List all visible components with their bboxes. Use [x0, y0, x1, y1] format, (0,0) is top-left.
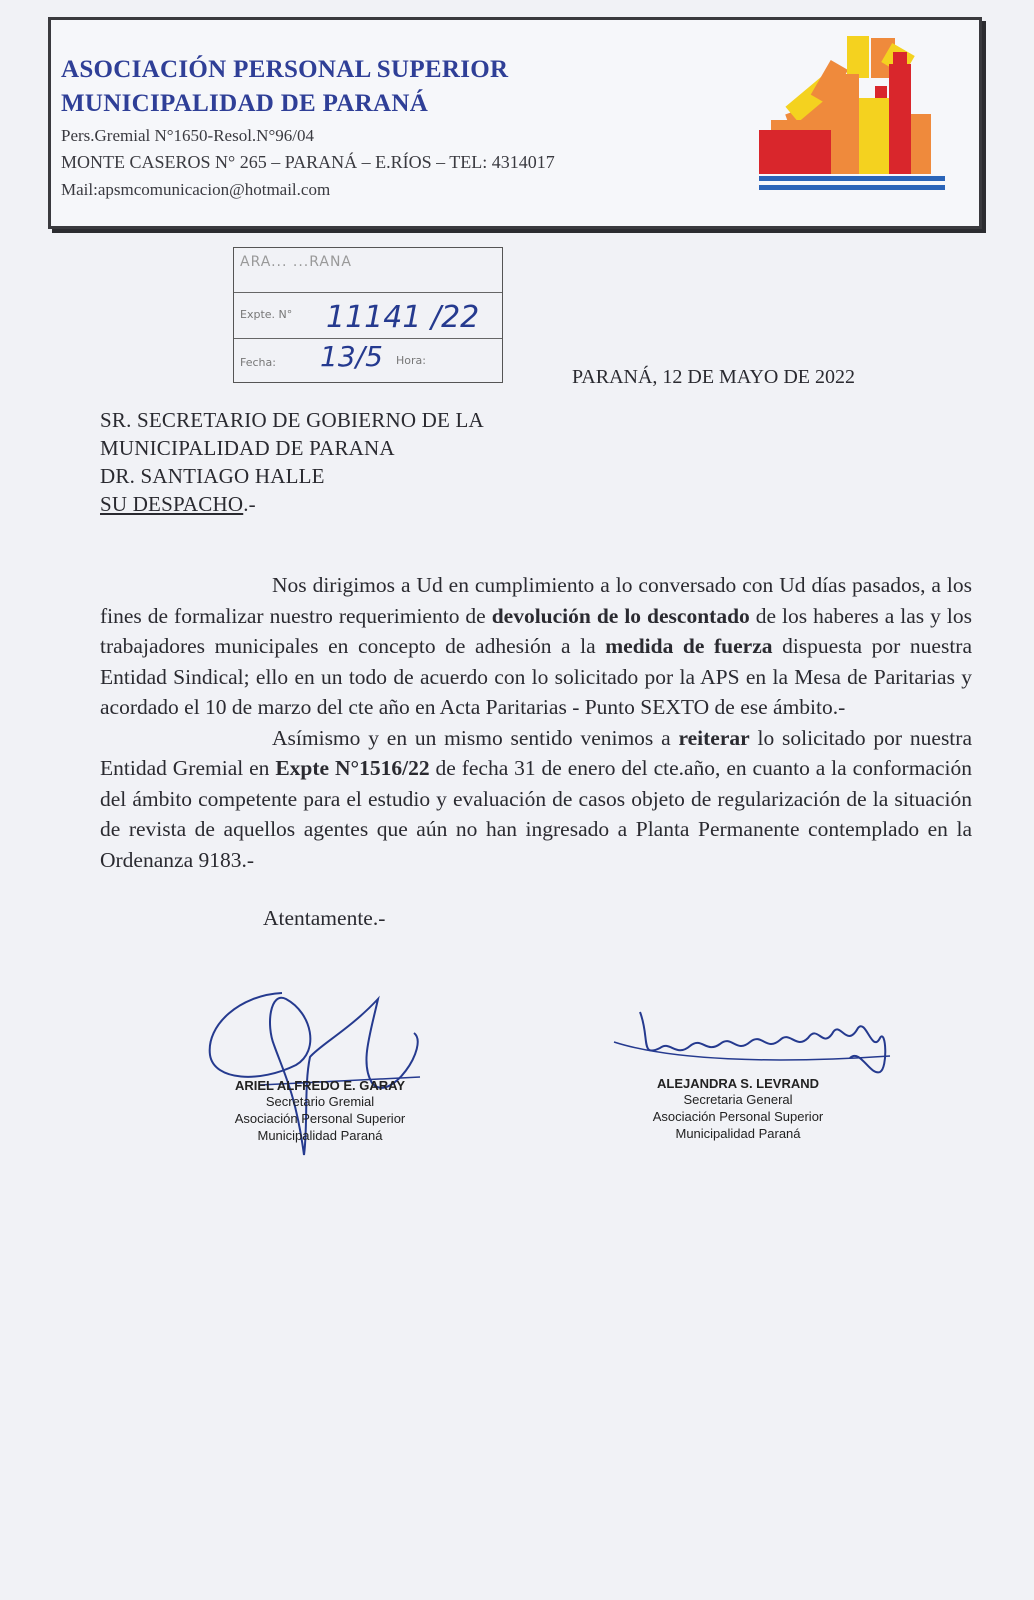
- stamp-org: ARA... ...RANA: [240, 254, 353, 270]
- stamp-expte-label: Expte. N°: [240, 308, 293, 321]
- p2-text-a: Asímismo y en un mismo sentido venimos a: [272, 725, 679, 750]
- p2-bold-reiterar: reiterar: [678, 725, 750, 750]
- stamp-hora-label: Hora:: [396, 354, 426, 367]
- signer-org: Asociación Personal Superior: [234, 1111, 406, 1126]
- reception-stamp: [233, 247, 503, 383]
- stamp-expte-value: 11141 /22: [326, 300, 480, 335]
- letter-body: [100, 570, 972, 875]
- addressee-line3: DR. SANTIAGO HALLE: [100, 464, 325, 488]
- signer-role: Secretaria General: [683, 1092, 793, 1107]
- letterhead: [48, 17, 982, 229]
- p1-text-d: dispuesta por nuestra Entidad Sindical; ello en un todo de acuerdo con lo solicitado por la APS en la Mesa de Paritarias y acordado el 10 de marzo del cte año en Acta Paritarias - Punto SEXTO de ese ámbito.-: [100, 634, 972, 719]
- letter-date: PARANÁ, 12 DE MAYO DE 2022: [572, 366, 855, 388]
- stamp-divider: [234, 338, 502, 339]
- stamp-divider: [234, 292, 502, 293]
- signer-name: ARIEL ALFREDO E. GARAY: [235, 1078, 405, 1093]
- signer-org: Asociación Personal Superior: [652, 1109, 824, 1124]
- p1-bold-medida: medida de fuerza: [605, 634, 773, 658]
- paragraph-1: [100, 570, 972, 723]
- registration-number: Pers.Gremial N°1650-Resol.N°96/04: [61, 126, 314, 145]
- org-name-line2: MUNICIPALIDAD DE PARANÁ: [61, 90, 429, 117]
- signer-name: ALEJANDRA S. LEVRAND: [656, 1076, 820, 1091]
- addressee-line1: SR. SECRETARIO DE GOBIERNO DE LA: [100, 408, 484, 432]
- p1-text-a: Nos dirigimos a Ud en cumplimiento a lo conversado con Ud días pasados, a los fines de formalizar nuestro requerimiento de: [100, 573, 972, 628]
- signature-block-levrand: [628, 1076, 848, 1142]
- addressee-line2: MUNICIPALIDAD DE PARANA: [100, 436, 395, 460]
- stamp-fecha-value: 13/5: [320, 340, 383, 373]
- stamp-fecha-label: Fecha:: [240, 356, 276, 369]
- p2-text-c: lo solicitado por nuestra Entidad Gremial en: [100, 725, 972, 780]
- p2-text-d: de fecha 31 de enero del cte.año, en cuanto a la conformación del ámbito competente para el estudio y evaluación de casos objeto de regularización de la situación de revista de aquellos agentes que aún no han ingresado a Planta Permanente contemplado en la Ordenanza 9183.-: [100, 756, 972, 872]
- addressee-line4: [100, 492, 256, 517]
- signature-levrand-icon: [610, 998, 900, 1088]
- p1-bold-devolucion: devolución de lo descontado: [491, 603, 750, 628]
- signer-org: Municipalidad Paraná: [257, 1128, 383, 1143]
- closing: Atentamente.-: [263, 906, 386, 930]
- signature-block-garay: [210, 1078, 430, 1144]
- p1-text-c: de los haberes a las y los trabajadores municipales en concepto de adhesión a la: [100, 603, 972, 658]
- signer-org: Municipalidad Paraná: [675, 1126, 801, 1141]
- su-despacho: SU DESPACHO: [100, 492, 244, 516]
- org-address: MONTE CASEROS N° 265 – PARANÁ – E.RÍOS – TEL: 4314017: [61, 152, 555, 172]
- union-logo-icon: [759, 34, 949, 194]
- paragraph-2: [100, 723, 972, 876]
- signer-role: Secretario Gremial: [265, 1094, 375, 1109]
- org-mail: Mail:apsmcomunicacion@hotmail.com: [61, 180, 331, 199]
- p2-bold-expte: Expte N°1516/22: [275, 756, 430, 780]
- org-name-line1: ASOCIACIÓN PERSONAL SUPERIOR: [61, 56, 509, 83]
- su-despacho-suffix: .-: [243, 492, 256, 516]
